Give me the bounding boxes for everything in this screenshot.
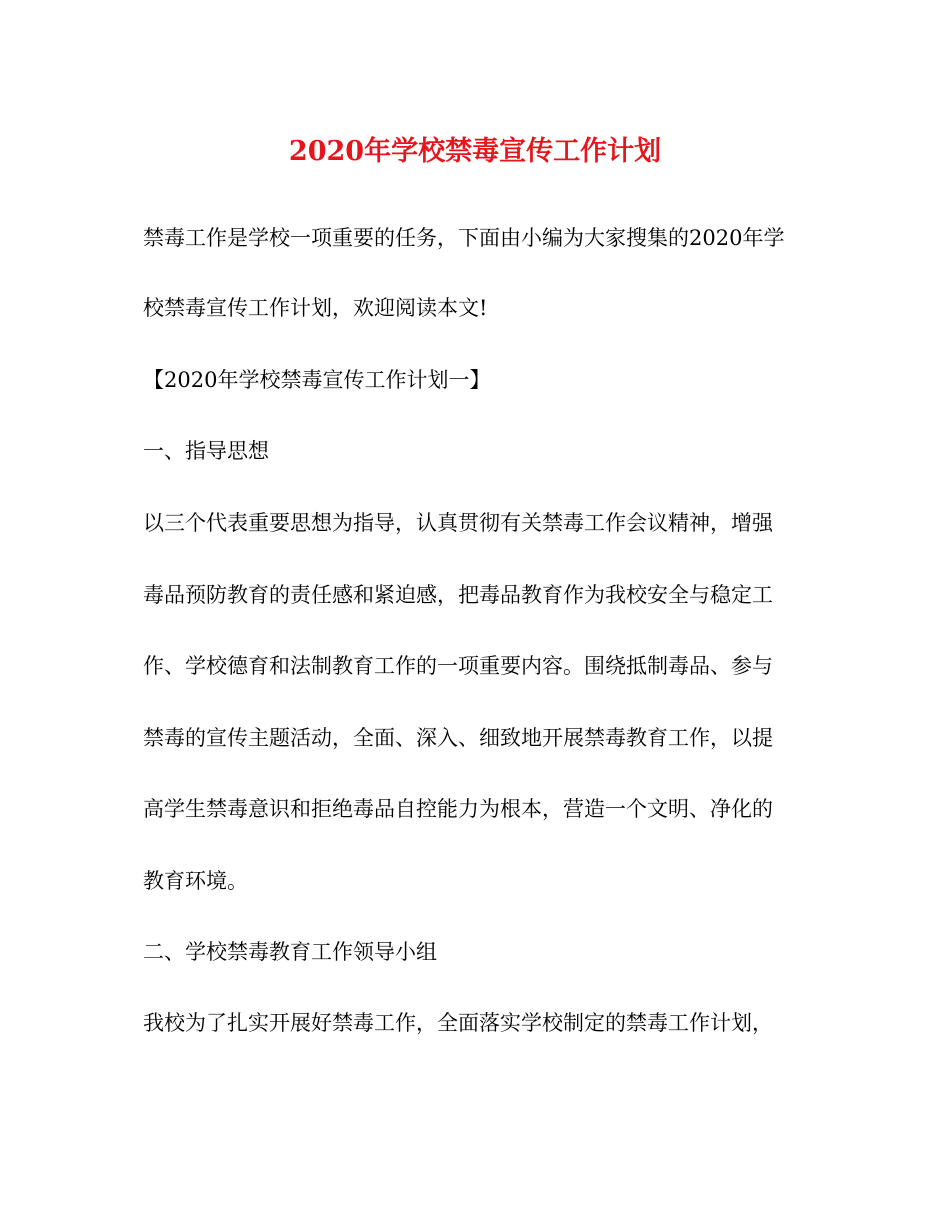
section-heading: 一、指导思想: [143, 439, 269, 463]
body-line: 高学生禁毒意识和拒绝毒品自控能力为根本，营造一个文明、净化的: [143, 797, 773, 821]
body-line: 校禁毒宣传工作计划，欢迎阅读本文!: [143, 296, 488, 320]
body-line: 我校为了扎实开展好禁毒工作，全面落实学校制定的禁毒工作计划，: [143, 1011, 773, 1035]
body-line: 禁毒工作是学校一项重要的任务，下面由小编为大家搜集的2020年学: [143, 226, 785, 250]
body-line: 以三个代表重要思想为指导，认真贯彻有关禁毒工作会议精神，增强: [143, 511, 773, 535]
body-line: 作、学校德育和法制教育工作的一项重要内容。围绕抵制毒品、参与: [143, 654, 773, 678]
document-title: 2020年学校禁毒宣传工作计划: [288, 136, 662, 167]
body-line: 禁毒的宣传主题活动，全面、深入、细致地开展禁毒教育工作，以提: [143, 726, 773, 750]
section-heading: 【2020年学校禁毒宣传工作计划一】: [143, 368, 491, 392]
section-heading: 二、学校禁毒教育工作领导小组: [143, 940, 437, 964]
body-line: 毒品预防教育的责任感和紧迫感，把毒品教育作为我校安全与稳定工: [143, 583, 773, 607]
body-line: 教育环境。: [143, 869, 248, 893]
